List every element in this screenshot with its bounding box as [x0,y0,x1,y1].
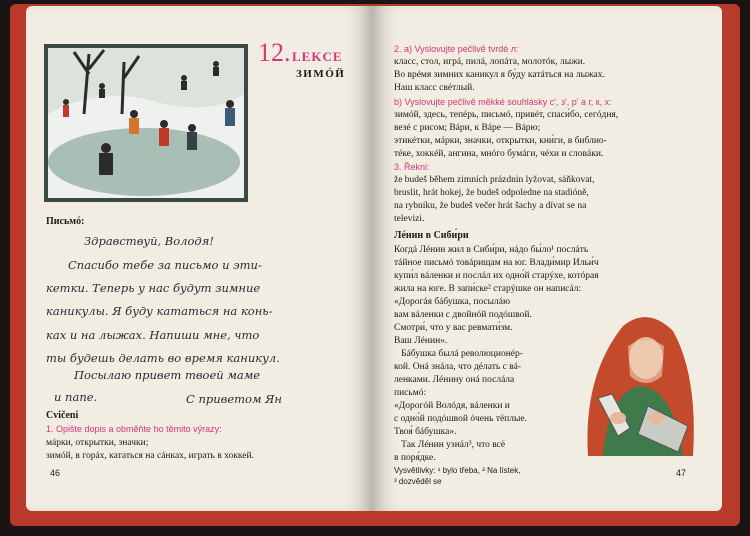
story-line: Так Лéнин узнáл³, что всё [394,440,506,450]
winter-skating-illustration [44,44,248,202]
story-line: Когдá Лéнин жил в Сиби́ри, нáдо бы́ло¹ послáть [394,245,589,255]
story-line: вам вáленки с двойнóй подóшвой. [394,310,532,320]
story-line: тáйное письмó товáрищам на юг. Влади́мир Ильи́ч [394,258,599,268]
exercise-3-line: televizi. [394,214,425,224]
left-page [26,6,372,511]
exercise-heading: Cvičení [46,410,79,421]
letter-line: Здравствуй, Володя! [84,234,214,248]
page-number-left: 46 [50,468,61,478]
exercise-2b-instruction: b) Vyslovujte pečlivě měkké souhlásky с', з', р' a г, к, х: [394,97,612,107]
exercise-1-line: зимóй, в горáх, кататься на сáнках, играть в хоккей. [46,451,254,461]
story-line: Смотри́, что у вас ревмати́зм. [394,323,513,333]
story-line: купи́л вáленки и послáл их одно́й старýхе, котóрая [394,271,599,281]
story-line: письмó: [394,388,427,398]
letter-line: ты будешь делать во время каникул. [46,351,280,365]
exercise-3-instruction: 3. Řekni: [394,162,430,172]
story-line: ленками. Лéнину онá послáла [394,375,515,385]
exercise-1-line: мáрки, открытки, значки; [46,438,149,448]
page-number-right: 47 [676,468,687,478]
letter-line: ках и на лыжах. Напиши мне, что [46,328,260,342]
footnote-line: ¹ bylo třeba, ² Na lístek, [437,466,521,475]
story-line: Твоя́ бáбушка». [394,427,457,437]
exercise-1-instruction: 1. Opište dopis a obměňte ho těmito výrazy: [46,424,222,434]
exercise-2a-line: Во врéмя зимних каникул я бу́ду катáться на лыжах. [394,70,605,80]
letter-signoff: С приветом Ян [186,392,283,406]
exercise-2b-line: везé с рисом; Вáри, к Вáре — Вáрю; [394,123,541,133]
letter-line: и папе. [54,390,98,404]
letter-line: каникулы. Я буду кататься на конь- [46,304,273,318]
exercise-2a-line: класс, стол, игрá, пилá, лопáта, молотóк, лыжи. [394,57,586,67]
lesson-label: LEKCE [292,49,343,64]
exercise-3-line: že budeš během zimních prázdnin lyžovat, sáňkovat, [394,175,595,185]
story-line: Ваш Лéнин». [394,336,448,346]
lesson-number: 12. [258,38,291,67]
exercise-2a-line: Наш класс свéтлый. [394,83,475,93]
right-page [372,6,722,511]
story-line: Бáбушка былá революционéр- [394,349,523,359]
story-title: Лéнин в Сиби́ри [394,230,469,241]
letter-line: Посылаю привет твоей маме [74,368,261,382]
story-line: «Дорогáя бáбушка, посылáю [394,297,511,307]
exercise-2a-instruction: 2. a) Vyslovujte pečlivě tvrdé л: [394,44,519,54]
exercise-2b-line: тéке, хоккéй, ангина, мнóго бумáги, чéхи и словáки. [394,149,604,159]
story-line: с одно́й подóшвой óчень тёплые. [394,414,527,424]
exercise-3-line: bruslit, hrát hokej, že budeš odpoledne na stadióně, [394,188,589,198]
lesson-topic: ЗИМÓЙ [296,68,346,80]
exercise-2b-line: зимóй, здесь, тепéрь, письмó, привéт, спаси́бо, сегóдня, [394,110,619,120]
footnote-label: Vysvětlivky: [394,466,436,475]
story-line: жила на юге. В запи́ске² старýшке он написáл: [394,284,582,294]
story-line: кой. Онá знáла, что дéлать с вá- [394,362,522,372]
story-line: «Дорогóй Волóдя, вáленки и [394,401,510,411]
exercise-3-line: na rybníku, že budeš večer hrát šachy a dívat se na [394,201,587,211]
story-line: в поря́дке. [394,453,436,463]
letter-title: Письмó: [46,216,85,227]
letter-line: кетки. Теперь у нас будут зимние [46,281,261,295]
footnote-line: ³ dozvěděl se [394,477,442,486]
exercise-2b-line: этикéтки, мáрки, значки, открытки, кни́ги, в библио- [394,136,607,146]
grandmother-illustration [578,306,698,456]
letter-line: Спасибо тебе за письмо и эти- [68,258,262,272]
